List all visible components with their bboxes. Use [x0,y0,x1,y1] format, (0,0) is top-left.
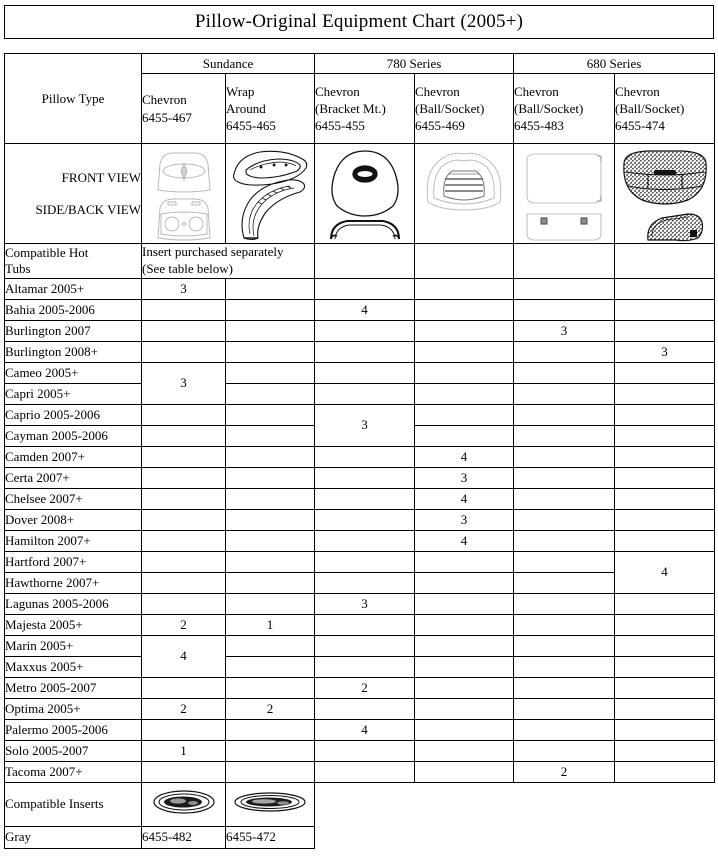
compat-value-cell: 4 [315,719,415,740]
compat-value-cell [226,593,315,614]
compat-value-cell [226,761,315,782]
compatible-hot-tubs-header-row [5,244,715,279]
compat-value-cell [226,740,315,761]
compat-value-cell [226,488,315,509]
compat-value-cell [415,299,514,320]
type-cell-5 [615,74,715,144]
hot-tub-name: Majesta 2005+ [5,614,142,635]
type-sub-2: (Bracket Mt.) [315,100,386,116]
hot-tub-name: Altamar 2005+ [5,278,142,299]
compat-value-cell [615,614,715,635]
insert-color-label: Gray [5,826,142,848]
table-row [5,509,715,530]
compat-value-cell [514,341,615,362]
compat-value-cell [514,278,615,299]
type-name-5: Chevron [615,83,660,99]
compat-value-cell [615,383,715,404]
compat-value-cell: 4 [415,446,514,467]
cht-empty-5 [514,244,615,279]
compat-value-cell [142,446,226,467]
table-row [5,761,715,782]
chevron-ballsocket-pillow-a-icon [418,146,510,242]
compat-value-cell [615,278,715,299]
compat-value-cell [514,677,615,698]
compat-value-cell [142,425,226,446]
compat-value-cell: 4 [415,488,514,509]
compatible-hot-tubs-label [5,244,142,279]
insert-parts-blank-3 [315,826,415,848]
compat-value-cell [615,761,715,782]
compat-value-cell [514,572,615,593]
compat-value-cell [315,761,415,782]
table-row [5,677,715,698]
hot-tub-name: Certa 2007+ [5,467,142,488]
type-name-4: Chevron [514,83,559,99]
compat-value-cell [226,719,315,740]
cht-empty-3 [315,244,415,279]
hot-tub-name: Tacoma 2007+ [5,761,142,782]
insert-note-line1: Insert purchased separately [142,244,284,259]
compat-value-cell [615,635,715,656]
compat-value-cell: 3 [315,404,415,446]
cht-empty-6 [615,244,715,279]
compat-value-cell: 3 [514,320,615,341]
compat-value-cell [226,530,315,551]
compat-value-cell [415,593,514,614]
table-row [5,488,715,509]
compat-value-cell [415,740,514,761]
insert-part-1: 6455-472 [226,826,315,848]
compat-value-cell [514,593,615,614]
inserts-blank-4 [415,782,514,826]
compat-value-cell [615,656,715,677]
type-sub-3: (Ball/Socket) [415,100,485,116]
compat-value-cell: 2 [514,761,615,782]
compat-value-cell [514,362,615,383]
compat-value-cell [615,425,715,446]
compat-value-cell [615,362,715,383]
type-cell-1 [226,74,315,144]
series-header-sundance: Sundance [142,54,315,74]
type-cell-4 [514,74,615,144]
compat-value-cell [315,614,415,635]
hot-tub-name: Maxxus 2005+ [5,656,142,677]
compat-value-cell [226,509,315,530]
compat-value-cell: 3 [615,341,715,362]
compat-value-cell [142,530,226,551]
hot-tub-name: Capri 2005+ [5,383,142,404]
hot-tub-name: Metro 2005-2007 [5,677,142,698]
compat-value-cell [514,509,615,530]
hot-tub-name: Hamilton 2007+ [5,530,142,551]
insert-oval-icon-b [233,787,307,817]
type-name-1: Wrap [226,83,255,99]
compat-value-cell [514,635,615,656]
series-header-680: 680 Series [514,54,715,74]
hot-tub-name: Caprio 2005-2006 [5,404,142,425]
compat-value-cell [415,425,514,446]
compat-value-cell [315,488,415,509]
compat-value-cell [142,761,226,782]
chevron-bracket-pillow-icon [319,146,411,242]
compat-value-cell [615,320,715,341]
compat-value-cell [315,362,415,383]
table-row [5,593,715,614]
pillow-image-wrap-around-6455-465 [226,144,315,244]
table-row [5,656,715,677]
insert-oval-icon-a [152,787,216,817]
table-row [5,698,715,719]
compat-value-cell [415,572,514,593]
compat-value-cell [226,635,315,656]
type-cell-0 [142,74,226,144]
compat-value-cell [142,572,226,593]
compat-value-cell [315,446,415,467]
compat-value-cell [142,593,226,614]
compat-value-cell [142,299,226,320]
compat-value-cell [226,572,315,593]
pillow-equipment-table [4,53,715,849]
insert-image-6455-482 [142,782,226,826]
cht-label-line2: Tubs [5,260,31,276]
type-sub-5: (Ball/Socket) [615,100,685,116]
compat-value-cell [415,698,514,719]
compat-value-cell [514,425,615,446]
insert-image-6455-472 [226,782,315,826]
compat-value-cell: 4 [415,530,514,551]
compat-value-cell [226,320,315,341]
cht-label-line1: Compatible Hot [5,244,89,260]
compat-value-cell [615,488,715,509]
insert-parts-row [5,826,715,848]
hot-tub-name: Solo 2005-2007 [5,740,142,761]
chart-title-box [4,5,714,39]
compat-value-cell [226,362,315,383]
pillow-image-chevron-6455-467 [142,144,226,244]
hot-tub-name: Burlington 2008+ [5,341,142,362]
view-labels-cell [5,144,142,244]
table-row [5,383,715,404]
compat-value-cell [415,719,514,740]
table-row [5,530,715,551]
compat-value-cell: 3 [142,362,226,404]
type-part-0: 6455-467 [142,109,192,125]
compat-value-cell [415,320,514,341]
table-row [5,362,715,383]
wrap-around-pillow-icon [228,146,312,242]
compat-value-cell [615,404,715,425]
compat-value-cell [226,551,315,572]
compat-value-cell [415,551,514,572]
compat-value-cell [142,719,226,740]
compat-value-cell [226,278,315,299]
type-part-5: 6455-474 [615,118,665,134]
table-row [5,341,715,362]
compat-value-cell [615,740,715,761]
compat-value-cell: 2 [315,677,415,698]
compat-value-cell [315,572,415,593]
compat-value-cell [615,530,715,551]
type-name-2: Chevron [315,83,360,99]
compat-value-cell [315,530,415,551]
side-back-view-label: SIDE/BACK VIEW [35,201,141,217]
insert-part-0: 6455-482 [142,826,226,848]
compat-value-cell [415,362,514,383]
compat-value-cell [514,383,615,404]
compat-value-cell: 4 [615,551,715,593]
inserts-blank-3 [315,782,415,826]
compat-value-cell [226,299,315,320]
compat-value-cell [315,278,415,299]
compat-value-cell [514,404,615,425]
compat-value-cell [415,278,514,299]
type-part-4: 6455-483 [514,118,564,134]
compat-value-cell [315,551,415,572]
compat-value-cell [514,446,615,467]
compat-value-cell [315,320,415,341]
compat-value-cell [415,383,514,404]
compat-value-cell [514,740,615,761]
chevron-pillow-front-side-icon [144,146,224,242]
compat-value-cell [415,677,514,698]
hot-tub-name: Bahia 2005-2006 [5,299,142,320]
compat-value-cell [615,677,715,698]
compat-value-cell [142,677,226,698]
type-cell-2 [315,74,415,144]
compat-value-cell [615,719,715,740]
compat-value-cell: 3 [315,593,415,614]
table-row [5,719,715,740]
hot-tub-name: Camden 2007+ [5,446,142,467]
compat-value-cell [315,383,415,404]
table-row [5,551,715,572]
hot-tub-name: Cayman 2005-2006 [5,425,142,446]
compat-value-cell: 3 [415,509,514,530]
insert-parts-blank-4 [415,826,514,848]
compat-value-cell [226,383,315,404]
type-part-3: 6455-469 [415,118,465,134]
compat-value-cell [514,299,615,320]
compat-value-cell [615,509,715,530]
hot-tub-name: Marin 2005+ [5,635,142,656]
compat-value-cell [226,656,315,677]
compat-value-cell [415,614,514,635]
compat-value-cell [514,530,615,551]
chevron-ballsocket-pillow-b-icon [517,146,611,242]
hot-tub-name: Cameo 2005+ [5,362,142,383]
pillow-image-chevron-bracket-6455-455 [315,144,415,244]
table-row [5,278,715,299]
hot-tub-name: Hawthorne 2007+ [5,572,142,593]
type-cell-3 [415,74,514,144]
compat-value-cell [514,551,615,572]
hot-tub-name: Lagunas 2005-2006 [5,593,142,614]
compat-value-cell [226,404,315,425]
table-row [5,299,715,320]
cht-empty-4 [415,244,514,279]
compat-value-cell [142,467,226,488]
hot-tub-name: Dover 2008+ [5,509,142,530]
compat-value-cell [315,509,415,530]
insert-parts-blank-5 [514,826,615,848]
compat-value-cell [142,488,226,509]
compat-value-cell: 2 [226,698,315,719]
chevron-ballsocket-pillow-c-icon [618,146,712,242]
compat-value-cell [514,719,615,740]
compat-value-cell: 3 [142,278,226,299]
compat-value-cell: 4 [315,299,415,320]
compat-value-cell [514,656,615,677]
compat-value-cell [514,488,615,509]
compat-value-cell [142,320,226,341]
compat-value-cell [415,404,514,425]
compat-value-cell [315,467,415,488]
table-row [5,740,715,761]
table-row [5,572,715,593]
hot-tub-name: Hartford 2007+ [5,551,142,572]
compat-value-cell [226,446,315,467]
type-part-1: 6455-465 [226,118,276,134]
compat-value-cell: 2 [142,614,226,635]
compat-value-cell [514,614,615,635]
front-view-label: FRONT VIEW [61,170,141,186]
compat-value-cell [615,467,715,488]
compat-value-cell: 3 [415,467,514,488]
compat-value-cell [514,698,615,719]
series-header-780: 780 Series [315,54,514,74]
type-sub-1: Around [226,100,266,116]
type-sub-4: (Ball/Socket) [514,100,584,116]
table-row [5,404,715,425]
type-name-0: Chevron [142,92,187,108]
compat-value-cell [226,341,315,362]
pillow-image-chevron-ballsocket-6455-469 [415,144,514,244]
compat-value-cell [315,740,415,761]
pillow-image-chevron-ballsocket-6455-474 [615,144,715,244]
compat-value-cell [415,341,514,362]
inserts-blank-6 [615,782,715,826]
compat-value-cell [142,341,226,362]
compatible-inserts-label: Compatible Inserts [5,782,142,826]
table-row [5,635,715,656]
compat-value-cell: 1 [226,614,315,635]
insert-parts-blank-6 [615,826,715,848]
compat-value-cell [615,593,715,614]
hot-tub-name: Palermo 2005-2006 [5,719,142,740]
compat-value-cell: 1 [142,740,226,761]
compat-value-cell [315,656,415,677]
table-row [5,320,715,341]
hot-tub-name: Burlington 2007 [5,320,142,341]
compat-value-cell [615,446,715,467]
type-part-2: 6455-455 [315,118,365,134]
inserts-blank-5 [514,782,615,826]
page-title: Pillow-Original Equipment Chart (2005+) [194,11,524,32]
table-row [5,446,715,467]
compat-value-cell [415,761,514,782]
pillow-image-chevron-ballsocket-6455-483 [514,144,615,244]
compat-value-cell [415,635,514,656]
compat-value-cell: 2 [142,698,226,719]
insert-note-line2: (See table below) [142,260,233,276]
hot-tub-name: Optima 2005+ [5,698,142,719]
compatible-inserts-row [5,782,715,826]
compat-value-cell [226,677,315,698]
pillow-type-header: Pillow Type [5,54,142,144]
insert-note-cell [142,244,315,279]
hot-tub-name: Chelsee 2007+ [5,488,142,509]
compat-value-cell [315,341,415,362]
compat-value-cell: 4 [142,635,226,677]
compat-value-cell [142,509,226,530]
compat-value-cell [226,425,315,446]
compat-value-cell [415,656,514,677]
table-row [5,614,715,635]
compat-value-cell [142,404,226,425]
type-name-3: Chevron [415,83,460,99]
compat-value-cell [226,467,315,488]
compat-value-cell [615,299,715,320]
compat-value-cell [315,698,415,719]
compat-value-cell [615,698,715,719]
series-header-row [5,54,715,74]
compat-value-cell [315,635,415,656]
compat-value-cell [142,551,226,572]
compat-value-cell [514,467,615,488]
pillow-image-row [5,144,715,244]
table-row [5,467,715,488]
